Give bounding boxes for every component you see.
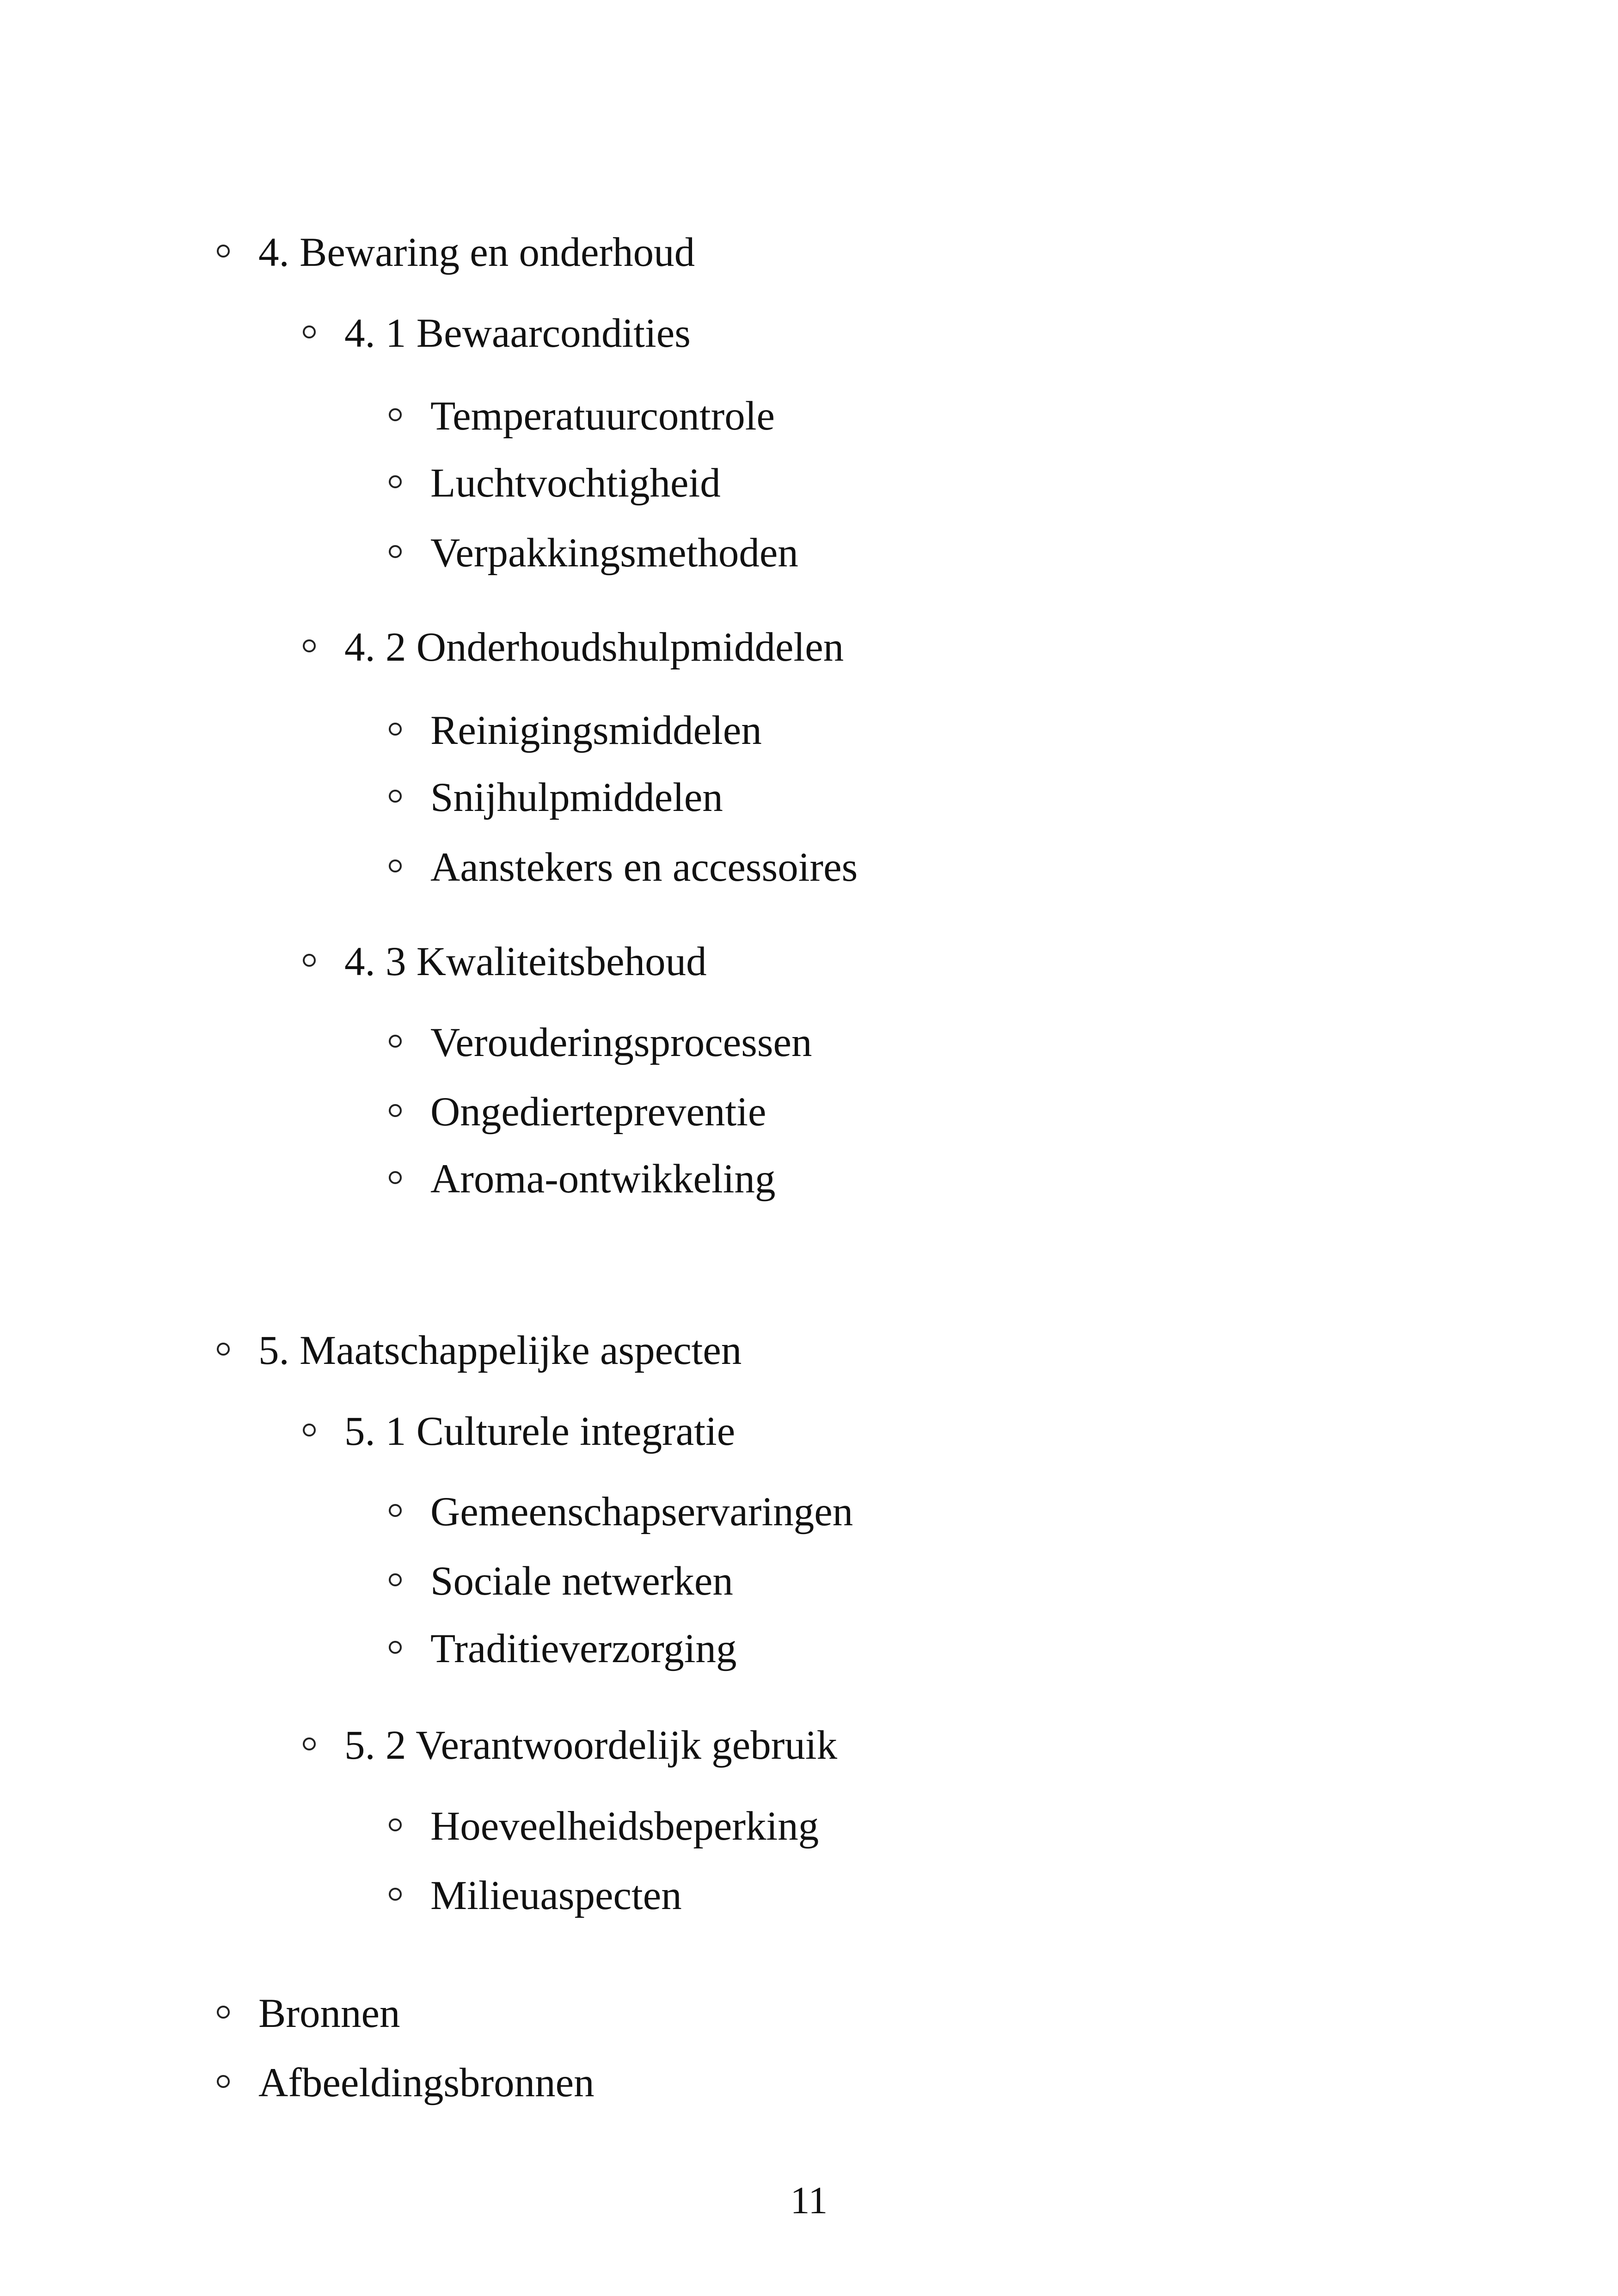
outline-item-label: Traditieverzorging (430, 1626, 737, 1671)
hollow-circle-bullet-icon (217, 2006, 230, 2019)
section-heading: Bronnen (258, 1991, 400, 2036)
outline-item-label: Luchtvochtigheid (430, 460, 721, 506)
outline-item-label: Sociale netwerken (430, 1559, 733, 1604)
hollow-circle-bullet-icon (389, 1104, 402, 1117)
hollow-circle-bullet-icon (389, 1035, 402, 1048)
hollow-circle-bullet-icon (389, 859, 402, 872)
hollow-circle-bullet-icon (303, 1737, 316, 1750)
outline-item-label: Aroma-ontwikkeling (430, 1156, 776, 1202)
hollow-circle-bullet-icon (389, 1641, 402, 1654)
subsection-heading: 4. 2 Onderhoudshulpmiddelen (344, 625, 844, 670)
hollow-circle-bullet-icon (389, 790, 402, 803)
section-heading: 5. Maatschappelijke aspecten (258, 1328, 742, 1373)
subsection-heading: 4. 3 Kwaliteitsbehoud (344, 939, 707, 984)
page-number: 11 (790, 2179, 828, 2222)
hollow-circle-bullet-icon (389, 1573, 402, 1586)
hollow-circle-bullet-icon (303, 325, 316, 338)
outline-item-label: Reinigingsmiddelen (430, 708, 762, 753)
outline-item-label: Verpakkingsmethoden (430, 530, 798, 576)
outline-item-label: Hoeveelheidsbeperking (430, 1804, 819, 1849)
outline-item-label: Milieuaspecten (430, 1873, 682, 1918)
hollow-circle-bullet-icon (389, 475, 402, 488)
hollow-circle-bullet-icon (389, 723, 402, 736)
outline-item-label: Aanstekers en accessoires (430, 845, 858, 890)
hollow-circle-bullet-icon (217, 1343, 230, 1356)
hollow-circle-bullet-icon (389, 1171, 402, 1184)
section-heading: 4. Bewaring en onderhoud (258, 230, 695, 275)
outline-item-label: Temperatuurcontrole (430, 393, 775, 439)
subsection-heading: 5. 2 Verantwoordelijk gebruik (344, 1723, 838, 1768)
hollow-circle-bullet-icon (217, 245, 230, 258)
hollow-circle-bullet-icon (303, 639, 316, 652)
hollow-circle-bullet-icon (389, 1888, 402, 1901)
outline-item-label: Ongediertepreventie (430, 1089, 766, 1135)
hollow-circle-bullet-icon (389, 408, 402, 421)
hollow-circle-bullet-icon (389, 1504, 402, 1517)
subsection-heading: 5. 1 Culturele integratie (344, 1409, 735, 1454)
hollow-circle-bullet-icon (303, 954, 316, 967)
section-heading: Afbeeldingsbronnen (258, 2060, 594, 2106)
hollow-circle-bullet-icon (217, 2075, 230, 2088)
outline-item-label: Snijhulpmiddelen (430, 775, 723, 820)
hollow-circle-bullet-icon (389, 545, 402, 558)
subsection-heading: 4. 1 Bewaarcondities (344, 311, 691, 356)
hollow-circle-bullet-icon (303, 1424, 316, 1437)
outline-item-label: Gemeenschapservaringen (430, 1489, 853, 1535)
hollow-circle-bullet-icon (389, 1818, 402, 1831)
outline-item-label: Verouderingsprocessen (430, 1020, 812, 1065)
